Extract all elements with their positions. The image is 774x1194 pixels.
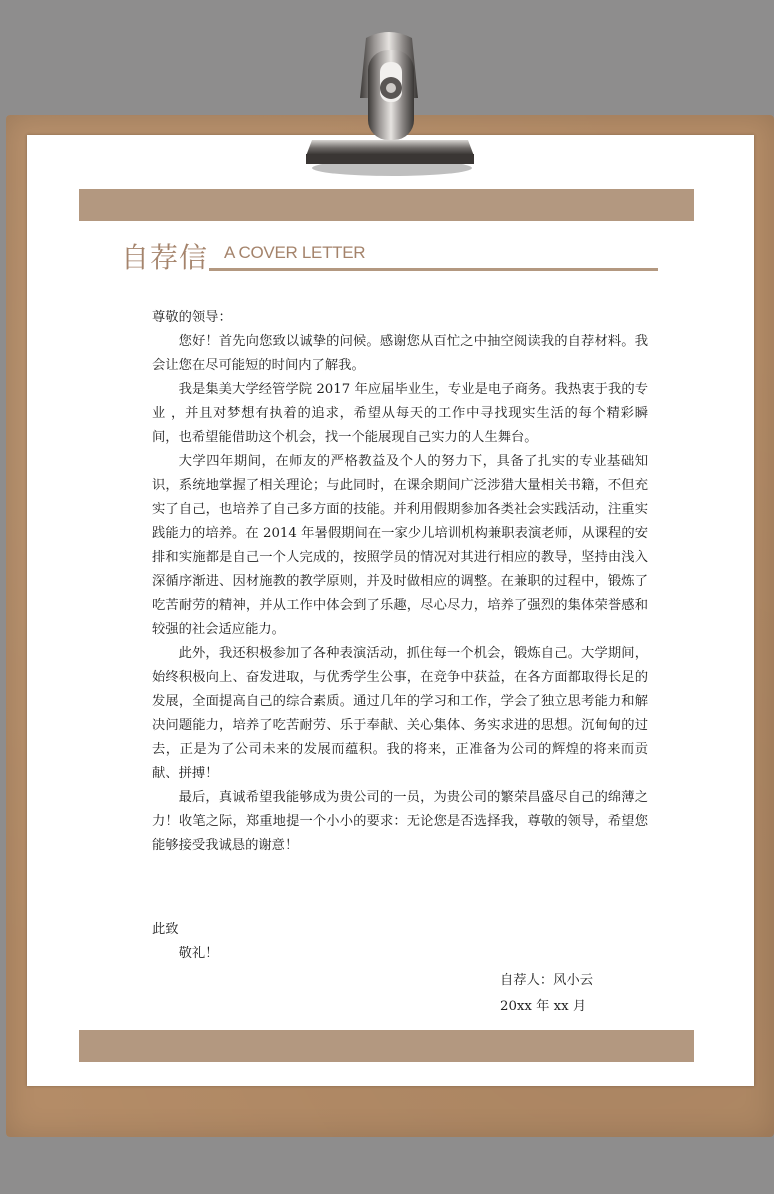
page-title: 自荐信 bbox=[121, 241, 209, 274]
regards-line: 敬礼！ bbox=[178, 946, 219, 961]
letter-salutation: 尊敬的领导： bbox=[152, 310, 232, 325]
signature-name: 自荐人：风小云 bbox=[500, 973, 594, 988]
letter-paragraph: 此外，我还积极参加了各种表演活动，抓住每一个机会，锻炼自己。大学期间，始终积极向上、奋发进取，与优秀学生公事，在竞争中获益，在各方面都取得长足的发展，全面提高自己的综合素质。通过几年的学习和工作，学会了独立思考能力和解决问题能力，培养了吃苦耐劳、乐于奉献、关心集体、务实求进的思想。沉甸甸的过去，正是为了公司未来的发展而蕴积。我的将来，正准备为公司的辉煌的将来而贡献、拼搏！ bbox=[152, 646, 648, 781]
title-underline bbox=[209, 268, 658, 271]
letter-paragraph: 大学四年期间，在师友的严格教益及个人的努力下，具备了扎实的专业基础知识，系统地掌握了相关理论；与此同时，在课余期间广泛涉猎大量相关书籍，不但充实了自己，也培养了自己多方面的技能。并利用假期参加各类社会实践活动，注重实践能力的培养。在 2014 年暑假期间在一家少儿培训机构兼职表演老师，从课程的安排和实施都是自己一个人完成的，按照学员的情况对其进行相应的教导，坚持由浅入深循序渐进、因材施教的教学原则，并及时做相应的调整。在兼职的过程中，锻炼了吃苦耐劳的精神，并从工作中体会到了乐趣，尽心尽力，培养了强烈的集体荣誉感和较强的社会适应能力。 bbox=[152, 454, 648, 637]
letter-paragraph: 我是集美大学经管学院 2017 年应届毕业生，专业是电子商务。我热衷于我的专业 ，并且对梦想有执着的追求，希望从每天的工作中寻找现实生活的每个精彩瞬间，也希望能借助这个机会，找一个能展现自己实力的人生舞台。 bbox=[152, 382, 648, 445]
letter-body bbox=[152, 306, 648, 858]
letter-paragraph: 您好！首先向您致以诚挚的问候。感谢您从百忙之中抽空阅读我的自荐材料。我会让您在尽可能短的时间内了解我。 bbox=[152, 334, 648, 373]
binder-clip-icon bbox=[300, 28, 478, 178]
top-decorative-band bbox=[79, 189, 694, 221]
bottom-decorative-band bbox=[79, 1030, 694, 1062]
page-subtitle: A COVER LETTER bbox=[224, 243, 366, 262]
letter-closing bbox=[152, 918, 648, 966]
signature-block bbox=[500, 968, 593, 1020]
letter-paragraph: 最后，真诚希望我能够成为贵公司的一员，为贵公司的繁荣昌盛尽自己的绵薄之力！收笔之际，郑重地提一个小小的要求：无论您是否选择我，尊敬的领导，希望您能够接受我诚恳的谢意！ bbox=[152, 790, 648, 853]
signature-date: 20xx 年 xx 月 bbox=[500, 999, 587, 1014]
closing-line: 此致 bbox=[152, 922, 179, 937]
